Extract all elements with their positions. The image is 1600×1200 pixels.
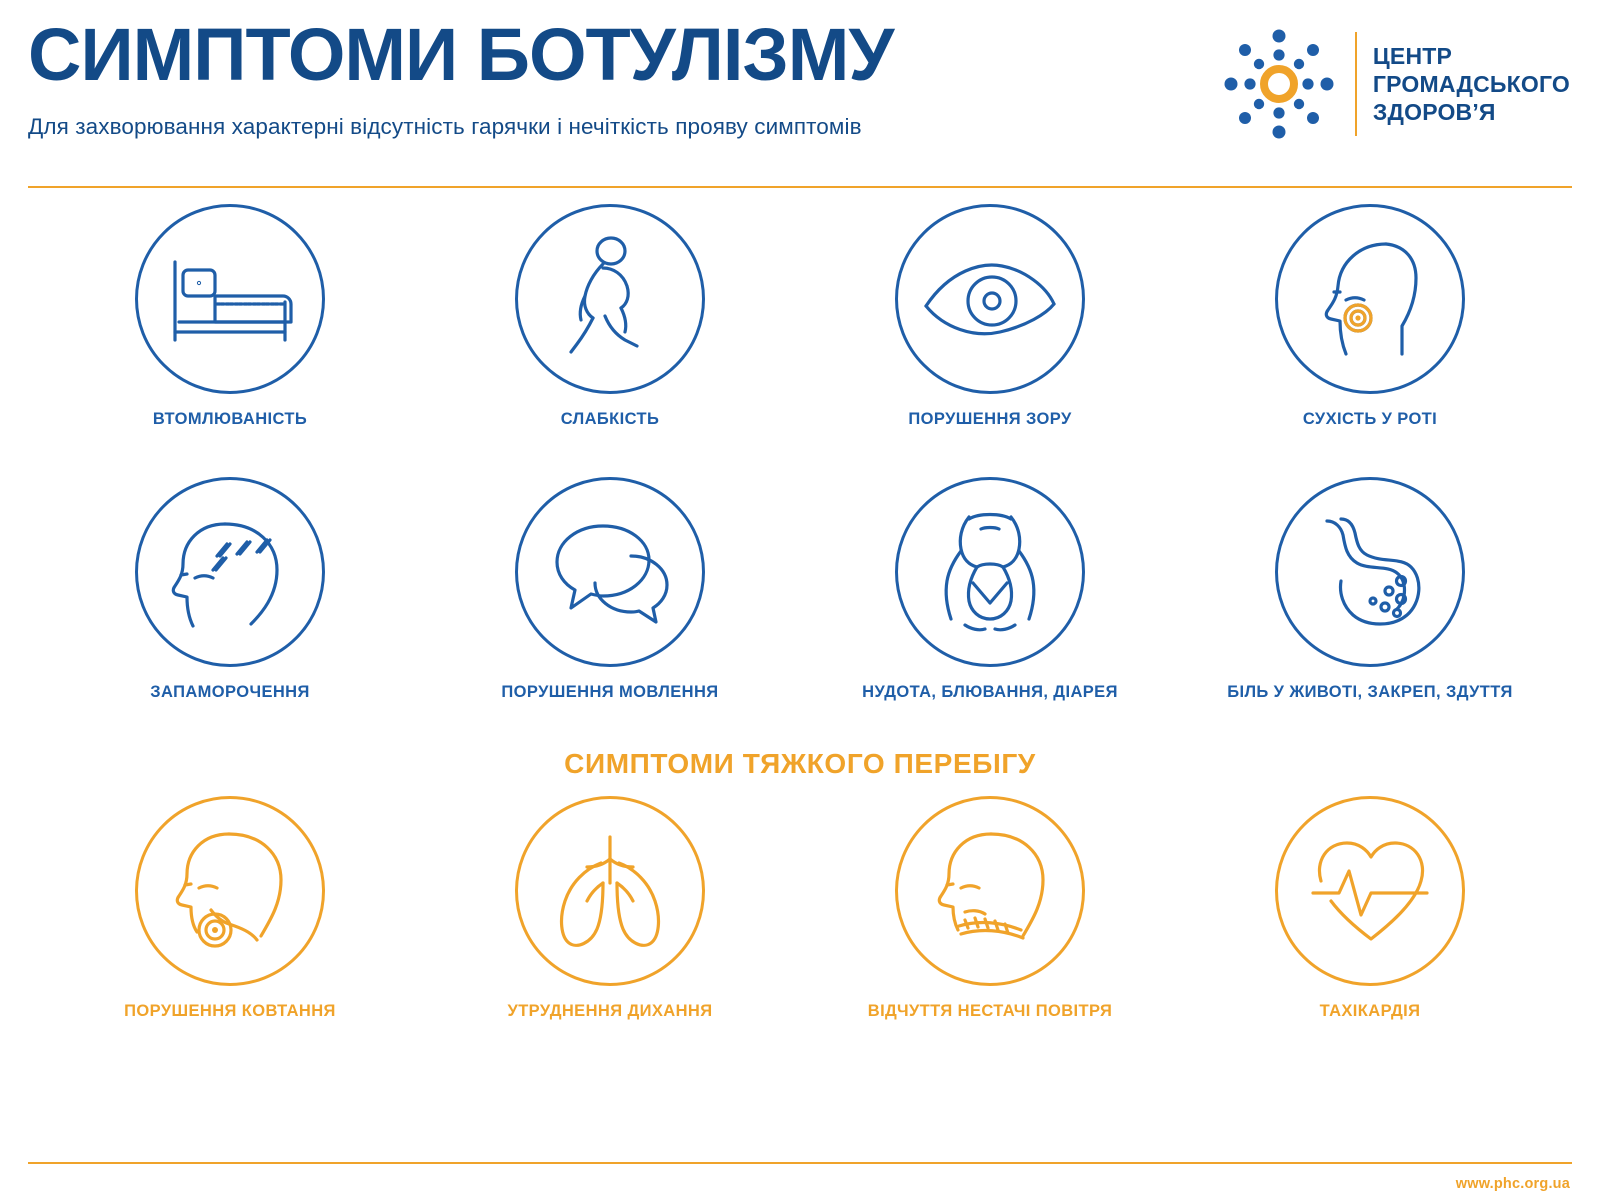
icon-circle — [895, 477, 1085, 667]
head-breath-icon — [925, 826, 1055, 956]
symptom-label: СУХІСТЬ У РОТІ — [1302, 410, 1438, 428]
logo — [1219, 24, 1570, 144]
head-throat-icon — [165, 826, 295, 956]
eye-icon — [920, 254, 1060, 344]
icon-circle — [1275, 477, 1465, 667]
icon-circle — [515, 477, 705, 667]
icon-circle — [895, 796, 1085, 986]
symptom-item-swallowing — [40, 796, 420, 1021]
icon-circle — [135, 796, 325, 986]
symptom-item-air-hunger — [800, 796, 1180, 1021]
symptom-item-fatigue — [40, 204, 420, 429]
footer-divider — [28, 1162, 1572, 1164]
icon-circle — [135, 204, 325, 394]
logo-text — [1373, 42, 1570, 126]
icon-circle — [135, 477, 325, 667]
symptom-item-speech — [420, 477, 800, 702]
symptom-item-abdominal — [1180, 477, 1560, 702]
symptom-grid-row-1 — [0, 204, 1600, 429]
icon-circle — [1275, 796, 1465, 986]
symptom-item-tachycardia — [1180, 796, 1560, 1021]
symptom-label: СЛАБКІСТЬ — [560, 410, 660, 428]
heart-pulse-icon — [1305, 831, 1435, 951]
logo-text-line-3: ЗДОРОВ’Я — [1372, 99, 1496, 126]
vomiting-person-icon — [925, 507, 1055, 637]
symptom-label: НУДОТА, БЛЮВАННЯ, ДІАРЕЯ — [862, 683, 1118, 701]
speech-bubbles-icon — [545, 512, 675, 632]
symptom-grid-row-2 — [0, 477, 1600, 702]
header — [0, 0, 1600, 170]
symptom-item-breathing — [420, 796, 800, 1021]
severe-section-heading: СИМПТОМИ ТЯЖКОГО ПЕРЕБІГУ — [564, 748, 1036, 779]
logo-text-line-1: ЦЕНТР — [1372, 42, 1453, 69]
symptom-item-weakness — [420, 204, 800, 429]
symptom-item-dizziness — [40, 477, 420, 702]
logo-divider — [1355, 32, 1357, 136]
symptom-item-nausea — [800, 477, 1180, 702]
header-divider — [28, 186, 1572, 188]
head-dizziness-icon — [165, 512, 295, 632]
symptom-label: БІЛЬ У ЖИВОТІ, ЗАКРЕП, ЗДУТТЯ — [1227, 683, 1513, 701]
symptom-label: ПОРУШЕННЯ КОВТАННЯ — [124, 1002, 336, 1020]
stomach-icon — [1305, 507, 1435, 637]
symptom-label: ВІДЧУТТЯ НЕСТАЧІ ПОВІТРЯ — [867, 1002, 1113, 1020]
page-subtitle: Для захворювання характерні відсутність гарячки і нечіткість прояву симптомів — [28, 114, 862, 139]
symptom-label: ПОРУШЕННЯ МОВЛЕННЯ — [501, 683, 719, 701]
head-dry-mouth-icon — [1310, 234, 1430, 364]
symptom-label: ПОРУШЕННЯ ЗОРУ — [908, 410, 1072, 428]
website-link[interactable]: www.phc.org.ua — [1455, 1176, 1570, 1192]
symptom-label: ЗАПАМОРОЧЕННЯ — [150, 683, 310, 701]
symptom-item-vision — [800, 204, 1180, 429]
symptom-label: ВТОМЛЮВАНІСТЬ — [152, 410, 308, 428]
dotted-sun-logo-icon — [1219, 24, 1339, 144]
icon-circle — [515, 796, 705, 986]
icon-circle — [1275, 204, 1465, 394]
stooped-person-icon — [555, 234, 665, 364]
lungs-icon — [545, 829, 675, 954]
icon-circle — [895, 204, 1085, 394]
symptom-label: ТАХІКАРДІЯ — [1319, 1002, 1421, 1020]
symptom-item-dry-mouth — [1180, 204, 1560, 429]
bed-icon — [165, 244, 295, 354]
page-title: СИМПТОМИ БОТУЛІЗМУ — [28, 13, 894, 96]
symptom-grid-row-3 — [0, 796, 1600, 1021]
symptom-label: УТРУДНЕННЯ ДИХАННЯ — [507, 1002, 713, 1020]
icon-circle — [515, 204, 705, 394]
logo-text-line-2: ГРОМАДСЬКОГО — [1372, 70, 1570, 97]
